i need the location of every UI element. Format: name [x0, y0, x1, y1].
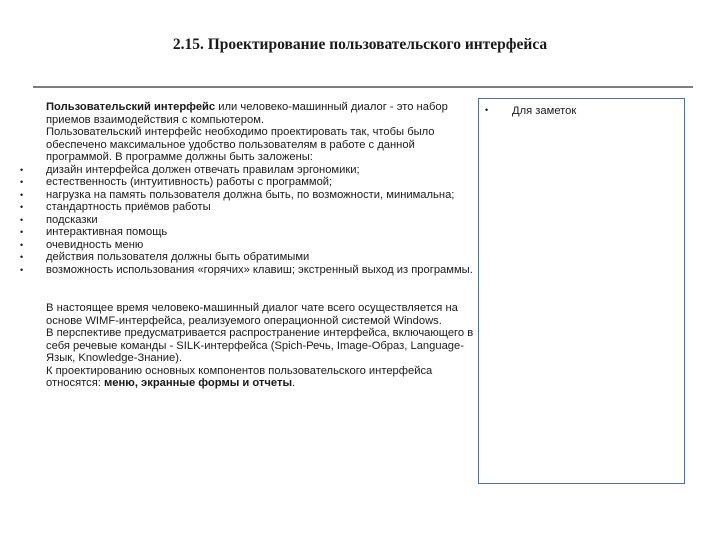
bullet-icon: •	[20, 227, 24, 237]
notes-box	[478, 98, 685, 484]
list-item-text: очевидность меню	[46, 238, 144, 251]
components-bold: меню, экранные формы и отчеты	[104, 377, 293, 389]
list-item	[20, 213, 478, 227]
intro-definition-text: или человеко-машинный диалог - это набор приемов взаимодействия с компьютером.	[46, 101, 448, 126]
list-item-text: дизайн интерфейса должен отвечать правилам эргономики;	[46, 163, 360, 176]
bullet-icon: •	[20, 239, 24, 250]
list-item	[20, 251, 478, 264]
bullet-icon: •	[20, 177, 24, 187]
list-item-text: подсказки	[46, 213, 98, 226]
list-item-text: нагрузка на память пользователя должна быть, по возможности, минимальна;	[46, 188, 455, 201]
bullet-icon: •	[20, 164, 24, 175]
list-item-text: стандартность приёмов работы	[46, 201, 211, 213]
notes-title: Для заметок	[512, 105, 577, 117]
list-item	[20, 163, 478, 177]
list-item	[20, 226, 478, 239]
list-item-text: действия пользователя должны быть обратимыми	[46, 251, 310, 263]
present-paragraph: В настоящее время человеко-машинный диалог чате всего осуществляется на основе WIMF-интерфейса, реализуемого операционной системой Windows.	[46, 302, 458, 327]
list-item	[20, 263, 478, 277]
list-item	[20, 238, 478, 252]
bullet-icon: •	[20, 202, 24, 212]
bullet-icon: •	[20, 264, 24, 275]
principles-list	[20, 163, 478, 277]
bullet-icon: •	[20, 189, 24, 200]
intro-requirements: Пользовательский интерфейс необходимо проектировать так, чтобы было обеспечено максимальное удобство пользователям в работе с данной программой. В программе должны быть заложены:	[46, 126, 435, 163]
notes-bullet-icon: •	[485, 105, 489, 115]
slide-title: 2.15. Проектирование пользовательского интерфейса	[172, 36, 548, 53]
list-item	[20, 201, 478, 214]
paragraph-spacer	[46, 276, 478, 302]
bullet-icon: •	[20, 214, 24, 225]
list-item	[20, 188, 478, 202]
bullet-icon: •	[20, 252, 24, 262]
title-divider	[33, 86, 693, 88]
intro-term: Пользовательский интерфейс	[46, 101, 216, 113]
list-item-text: возможность использования «горячих» клавиш; экстренный выход из программы.	[46, 263, 473, 276]
components-prefix: К проектированию основных компонентов пользовательского интерфейса относятся:	[46, 364, 433, 389]
components-suffix: .	[292, 377, 296, 389]
future-paragraph: В перспективе предусматривается распространение интерфейса, включающего в себя речевые команды - SILK-интерфейса (Spich-Речь, Image-Образ, Language-Язык, Knowledge-Знание).	[46, 327, 474, 364]
components-paragraph	[46, 365, 478, 390]
list-item	[20, 176, 478, 189]
list-item-text: естественность (интуитивность) работы с программой;	[46, 176, 333, 188]
main-text-block	[20, 101, 478, 390]
intro-definition	[46, 101, 478, 126]
list-item-text: интерактивная помощь	[46, 226, 168, 238]
